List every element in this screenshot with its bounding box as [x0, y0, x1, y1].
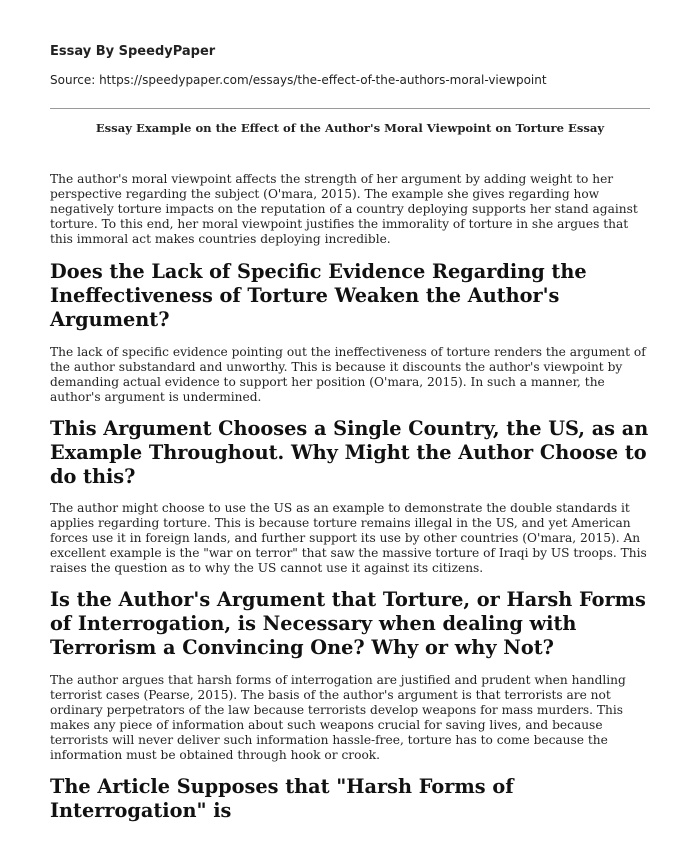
section-heading: The Article Supposes that "Harsh Forms of Interrogation" is	[50, 775, 514, 822]
section-heading: This Argument Chooses a Single Country, the US, as an Example Throughout. Why Might the Author Choose to do this?	[50, 417, 649, 488]
body-paragraph: The author argues that harsh forms of interrogation are justified and prudent when handling terrorist cases (Pearse, 2015). The basis of the author's argument is that terrorists are not ordinary perpetrators of the law because terrorists develop weapons for mass murders. This makes any piece of information about such weapons crucial for saving lives, and because terrorists will never deliver such information hassle-free, torture has to come because the information must be obtained through hook or crook.	[50, 673, 626, 762]
body-paragraph: The lack of specific evidence pointing out the ineffectiveness of torture renders the argument of the author substandard and unworthy. This is because it discounts the author's viewpoint by demanding actual evidence to support her position (O'mara, 2015). In such a manner, the author's argument is undermined.	[50, 345, 646, 404]
section-heading: Does the Lack of Specific Evidence Regarding the Ineffectiveness of Torture Weaken the Author's Argument?	[50, 260, 587, 331]
source-line: Source: https://speedypaper.com/essays/the-effect-of-the-authors-moral-viewpoint	[50, 73, 547, 87]
publisher-title: Essay By SpeedyPaper	[50, 44, 216, 59]
essay-title: Essay Example on the Effect of the Author's Moral Viewpoint on Torture Essay	[95, 121, 605, 135]
header-divider	[50, 108, 650, 109]
section-heading: Is the Author's Argument that Torture, or Harsh Forms of Interrogation, is Necessary when dealing with Terrorism a Convincing One? Why or why Not?	[50, 588, 646, 659]
essay-body	[50, 172, 654, 823]
body-paragraph: The author's moral viewpoint affects the strength of her argument by adding weight to her perspective regarding the subject (O'mara, 2015). The example she gives regarding how negatively torture impacts on the reputation of a country deploying supports her stand against torture. To this end, her moral viewpoint justifies the immorality of torture in she argues that this immoral act makes countries deploying incredible.	[50, 172, 638, 246]
body-paragraph: The author might choose to use the US as an example to demonstrate the double standards it applies regarding torture. This is because torture remains illegal in the US, and yet American forces use it in foreign lands, and further support its use by other countries (O'mara, 2015). An excellent example is the "war on terror" that saw the massive torture of Iraqi by US troops. This raises the question as to why the US cannot use it against its citizens.	[50, 501, 647, 575]
